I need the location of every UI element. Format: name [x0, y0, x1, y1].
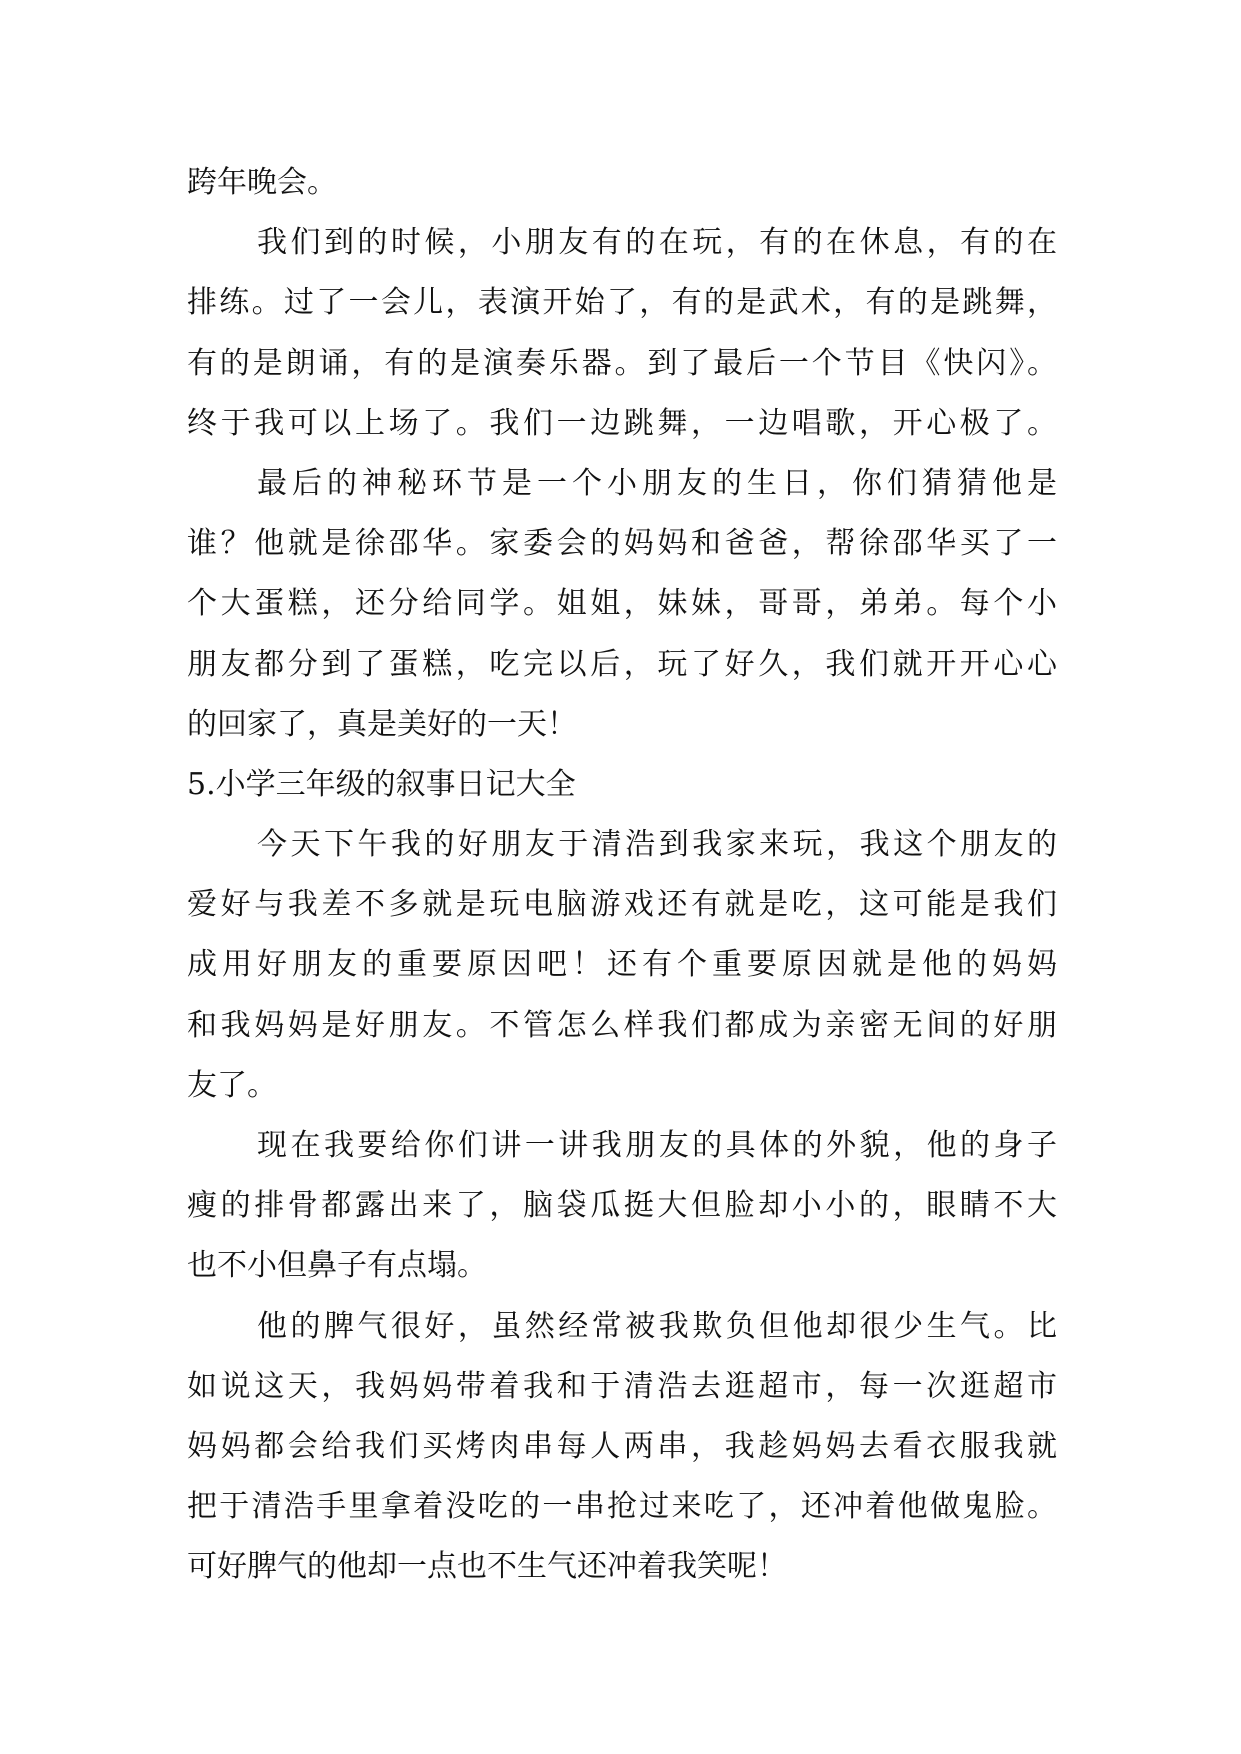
paragraph-line: 把于清浩手里拿着没吃的一串抢过来吃了，还冲着他做鬼脸。: [187, 1489, 1057, 1525]
paragraph-line: 有的是朗诵，有的是演奏乐器。到了最后一个节目《快闪》。: [187, 345, 1057, 381]
paragraph-line: 爱好与我差不多就是玩电脑游戏还有就是吃，这可能是我们: [187, 887, 1057, 923]
paragraph-3: [187, 454, 1057, 755]
paragraph-line: 瘦的排骨都露出来了，脑袋瓜挺大但脸却小小的，眼睛不大: [187, 1188, 1057, 1224]
paragraph-line: 跨年晚会。: [187, 165, 337, 200]
paragraph-2: [187, 213, 1057, 454]
paragraph-line: 今天下午我的好朋友于清浩到我家来玩，我这个朋友的: [257, 827, 1057, 863]
paragraph-6: [187, 1297, 1057, 1598]
section-heading: [187, 755, 1057, 815]
paragraph-line: 现在我要给你们讲一讲我朋友的具体的外貌，他的身子: [257, 1128, 1057, 1163]
paragraph-line: 妈妈都会给我们买烤肉串每人两串，我趁妈妈去看衣服我就: [187, 1428, 1057, 1464]
paragraph-line: 终于我可以上场了。我们一边跳舞，一边唱歌，开心极了。: [187, 405, 1057, 441]
paragraph-line: 和我妈妈是好朋友。不管怎么样我们都成为亲密无间的好朋: [187, 1007, 1057, 1043]
paragraph-line: 也不小但鼻子有点塌。: [187, 1248, 487, 1284]
paragraph-line: 成用好朋友的重要原因吧！还有个重要原因就是他的妈妈: [187, 947, 1057, 983]
paragraph-line: 他的脾气很好，虽然经常被我欺负但他却很少生气。比: [257, 1308, 1057, 1344]
paragraph-5: [187, 1116, 1057, 1297]
paragraph-line: 的回家了，真是美好的一天！: [187, 706, 577, 742]
paragraph-1: [187, 153, 1057, 213]
paragraph-line: 最后的神秘环节是一个小朋友的生日，你们猜猜他是: [257, 465, 1057, 501]
paragraph-line: 个大蛋糕，还分给同学。姐姐，妹妹，哥哥，弟弟。每个小: [187, 586, 1057, 622]
paragraph-4: [187, 815, 1057, 1116]
paragraph-line: 谁？他就是徐邵华。家委会的妈妈和爸爸，帮徐邵华买了一: [187, 526, 1057, 562]
paragraph-line: 可好脾气的他却一点也不生气还冲着我笑呢！: [187, 1549, 787, 1585]
paragraph-line: 排练。过了一会儿，表演开始了，有的是武术，有的是跳舞，: [187, 285, 1057, 321]
document-body: [187, 153, 1057, 1598]
paragraph-line: 朋友都分到了蛋糕，吃完以后，玩了好久，我们就开开心心: [187, 646, 1057, 682]
section-heading-text: 5.小学三年级的叙事日记大全: [187, 766, 576, 802]
paragraph-line: 如说这天，我妈妈带着我和于清浩去逛超市，每一次逛超市: [187, 1368, 1057, 1404]
paragraph-line: 友了。: [187, 1067, 277, 1103]
paragraph-line: 我们到的时候，小朋友有的在玩，有的在休息，有的在: [257, 225, 1057, 261]
